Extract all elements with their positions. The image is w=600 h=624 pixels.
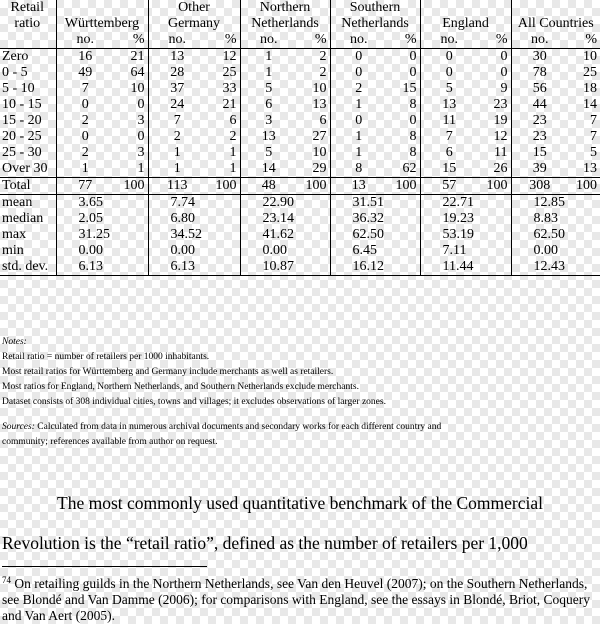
cell-pct: 21 [222,97,237,112]
cell-pct: 100 [114,178,148,195]
stat-value: 0.00 [511,243,600,259]
cell-pct: 0 [409,113,417,128]
cell-no: 24 [148,97,206,113]
stat-value: 8.83 [511,211,600,227]
cell-pct: 18 [583,81,598,96]
cell-no: 7 [420,129,478,145]
body-text-line-2: Revolution is the “retail ratio”, defined as the number of retailers per 1,000 [2,533,528,553]
cell-no: 5 [420,81,478,97]
sources-text-2: community; references available from author on request. [2,437,218,447]
cell-pct: 10 [312,81,327,96]
cell-no: 28 [148,65,206,81]
cell-pct: 12 [493,129,508,144]
table-row [0,145,600,161]
cell-pct: 100 [297,178,330,195]
row-header-line-2: ratio [14,16,41,31]
cell-pct: 64 [130,65,145,80]
cell-pct: 27 [312,129,327,144]
cell-pct: 3 [137,113,145,128]
stat-row [0,259,600,276]
cell-pct: 23 [493,97,508,112]
footnote-text: On retailing guilds in the Northern Netherlands, see Van den Heuvel (2007); on the Southern Netherlands, see Blondé and Van Damme (2006); for comparisons with England, see the essays in Blondé, Briot, Coquery and Van Aert (2005). [2,576,591,623]
cell-no: 1 [148,145,206,161]
group-header-southern-nl: Netherlands [330,16,420,32]
cell-pct: 100 [568,178,600,195]
cell-no: 6 [420,145,478,161]
stat-label: mean [2,195,33,210]
subheader-spacer [0,32,56,49]
distribution-rows [0,49,600,178]
cell-no: 49 [56,65,114,81]
cell-no: 7 [56,81,114,97]
stat-value: 7.74 [148,195,240,212]
stat-value: 0.00 [240,243,330,259]
cell-pct: 15 [402,81,417,96]
cell-no: 1 [148,161,206,178]
stat-value: 0.00 [56,243,148,259]
stat-row [0,227,600,243]
subheader-no: no. [420,32,478,49]
cell-no: 14 [240,161,297,178]
group-header-southern-nl-1: Southern [330,0,420,16]
group-header-wurttemberg: Württemberg [56,16,148,32]
group-header-wurttemberg-1 [56,0,148,16]
stat-value: 22.90 [240,195,330,212]
cell-pct: 8 [409,97,417,112]
cell-pct: 100 [206,178,240,195]
cell-no: 1 [240,65,297,81]
stat-value: 2.05 [56,211,148,227]
row-label: 25 - 30 [2,145,42,160]
stat-label: median [2,211,44,226]
stat-value: 7.11 [420,243,511,259]
cell-no: 0 [56,129,114,145]
cell-no: 0 [420,49,478,66]
stat-label: std. dev. [0,259,56,276]
cell-pct: 0 [500,65,508,80]
cell-no: 113 [148,178,206,195]
cell-no: 44 [511,97,568,113]
cell-pct: 0 [409,49,417,64]
subheader-pct: % [206,32,240,49]
stat-value: 62.50 [511,227,600,243]
table-row [0,65,600,81]
stat-value: 34.52 [148,227,240,243]
stat-value: 36.32 [330,211,420,227]
cell-pct: 25 [583,65,598,80]
stat-value: 31.51 [330,195,420,212]
stat-value: 0.00 [148,243,240,259]
cell-pct: 2 [319,49,327,64]
stat-value: 6.13 [148,259,240,276]
subheader-pct: % [568,32,600,49]
cell-no: 16 [56,49,114,66]
stat-value: 22.71 [420,195,511,212]
subheader-pct: % [387,32,420,49]
cell-pct: 0 [500,49,508,64]
stat-label: max [2,227,27,242]
cell-no: 37 [148,81,206,97]
cell-pct: 2 [229,129,237,144]
cell-no: 57 [420,178,478,195]
cell-pct: 12 [222,49,237,64]
table-notes [2,335,592,450]
total-rows [0,178,600,195]
group-header-northern-nl: Netherlands [240,16,330,32]
cell-no: 0 [330,65,387,81]
group-header-england: England [420,16,511,32]
cell-no: 2 [56,145,114,161]
note-line: Retail ratio = number of retailers per 1000 inhabitants. [2,352,210,362]
cell-pct: 6 [319,113,327,128]
cell-no: 7 [148,113,206,129]
cell-pct: 3 [137,145,145,160]
cell-no: 2 [56,113,114,129]
cell-pct: 5 [590,145,598,160]
cell-pct: 8 [409,145,417,160]
cell-pct: 100 [478,178,511,195]
cell-no: 23 [511,129,568,145]
cell-no: 3 [240,113,297,129]
stat-value: 19.23 [420,211,511,227]
stat-value: 12.85 [511,195,600,212]
cell-pct: 26 [493,161,508,176]
cell-pct: 13 [583,161,598,176]
table-row-total [0,178,600,195]
statistics-rows [0,195,600,276]
footnote [2,572,598,624]
group-header-other-germany-1: Other [148,0,240,16]
row-label: 20 - 25 [2,129,42,144]
cell-no: 1 [330,97,387,113]
footnote-rule [2,566,207,567]
table-header-row-2 [0,16,600,32]
cell-pct: 7 [590,113,598,128]
cell-no: 308 [511,178,568,195]
row-label: 10 - 15 [2,97,42,112]
table-row [0,81,600,97]
table-row [0,97,600,113]
cell-pct: 1 [137,161,145,176]
group-header-other-germany: Germany [148,16,240,32]
cell-no: 2 [148,129,206,145]
cell-no: 5 [240,145,297,161]
cell-no: 0 [420,65,478,81]
retail-ratio-table [0,0,600,276]
cell-pct: 14 [583,97,598,112]
subheader-pct: % [478,32,511,49]
stat-value: 10.87 [240,259,330,276]
table-row [0,113,600,129]
table-row [0,129,600,145]
cell-no: 13 [240,129,297,145]
stat-value: 11.44 [420,259,511,276]
stat-value: 6.13 [56,259,148,276]
stat-value: 6.80 [148,211,240,227]
note-line: Dataset consists of 308 individual cities, towns and villages; it excludes observations of larger zones. [2,397,386,407]
cell-pct: 0 [409,65,417,80]
row-label: 15 - 20 [2,113,42,128]
row-label: 0 - 5 [2,65,28,80]
cell-pct: 9 [500,81,508,96]
cell-no: 1 [330,145,387,161]
cell-no: 11 [420,113,478,129]
stat-value: 41.62 [240,227,330,243]
notes-heading: Notes: [2,337,27,347]
cell-no: 0 [56,97,114,113]
row-label: Total [0,178,56,195]
cell-no: 1 [240,49,297,66]
cell-no: 0 [330,113,387,129]
table-row [0,161,600,178]
cell-pct: 21 [130,49,145,64]
cell-pct: 1 [229,161,237,176]
cell-pct: 25 [222,65,237,80]
cell-no: 1 [56,161,114,178]
stat-value: 16.12 [330,259,420,276]
subheader-no: no. [511,32,568,49]
note-line: Most ratios for England, Northern Netherlands, and Southern Netherlands exclude merchants. [2,382,359,392]
group-header-england-1 [420,0,511,16]
cell-no: 77 [56,178,114,195]
cell-pct: 62 [402,161,417,176]
table-header-row-1 [0,0,600,16]
cell-no: 48 [240,178,297,195]
subheader-no: no. [148,32,206,49]
stat-value: 12.43 [511,259,600,276]
cell-no: 39 [511,161,568,178]
cell-no: 15 [420,161,478,178]
cell-pct: 2 [319,65,327,80]
cell-no: 8 [330,161,387,178]
cell-no: 13 [148,49,206,66]
sources-heading: Sources: [2,422,35,432]
row-header-line-1: Retail [10,0,44,15]
group-header-all-countries: All Countries [511,16,600,32]
row-label: 5 - 10 [2,81,35,96]
cell-no: 13 [330,178,387,195]
row-label: Over 30 [2,161,48,176]
cell-pct: 7 [590,129,598,144]
cell-pct: 10 [312,145,327,160]
cell-pct: 8 [409,129,417,144]
cell-no: 78 [511,65,568,81]
cell-no: 2 [330,81,387,97]
cell-pct: 29 [312,161,327,176]
cell-pct: 6 [229,113,237,128]
subheader-no: no. [330,32,387,49]
row-label: Zero [2,49,29,64]
cell-pct: 0 [137,97,145,112]
cell-no: 1 [330,129,387,145]
footnote-number: 74 [2,575,11,585]
note-line: Most retail ratios for Württemberg and Germany include merchants as well as retailers. [2,367,334,377]
cell-pct: 33 [222,81,237,96]
table-row [0,49,600,66]
cell-no: 56 [511,81,568,97]
stat-label: min [2,243,24,258]
stat-row [0,195,600,212]
cell-pct: 1 [229,145,237,160]
cell-no: 6 [240,97,297,113]
sources-text-1: Calculated from data in numerous archival documents and secondary works for each different country and [34,422,442,432]
cell-no: 0 [330,49,387,66]
group-header-northern-nl-1: Northern [240,0,330,16]
cell-no: 15 [511,145,568,161]
subheader-pct: % [114,32,148,49]
stat-value: 62.50 [330,227,420,243]
cell-pct: 0 [137,129,145,144]
cell-pct: 19 [493,113,508,128]
stat-value: 23.14 [240,211,330,227]
table-subheader-row [0,32,600,49]
cell-no: 13 [420,97,478,113]
cell-pct: 10 [583,49,598,64]
sources-line [2,420,592,435]
group-header-all-countries-1 [511,0,600,16]
cell-no: 30 [511,49,568,66]
body-text-line-1: The most commonly used quantitative benchmark of the Commercial [57,493,543,513]
subheader-no: no. [56,32,114,49]
subheader-no: no. [240,32,297,49]
cell-no: 23 [511,113,568,129]
stat-value: 53.19 [420,227,511,243]
cell-pct: 100 [387,178,420,195]
subheader-pct: % [297,32,330,49]
stat-value: 3.65 [56,195,148,212]
stat-value: 31.25 [56,227,148,243]
stat-value: 6.45 [330,243,420,259]
stat-row [0,243,600,259]
cell-pct: 13 [312,97,327,112]
stat-row [0,211,600,227]
cell-pct: 11 [494,145,508,160]
cell-pct: 10 [130,81,145,96]
cell-no: 5 [240,81,297,97]
